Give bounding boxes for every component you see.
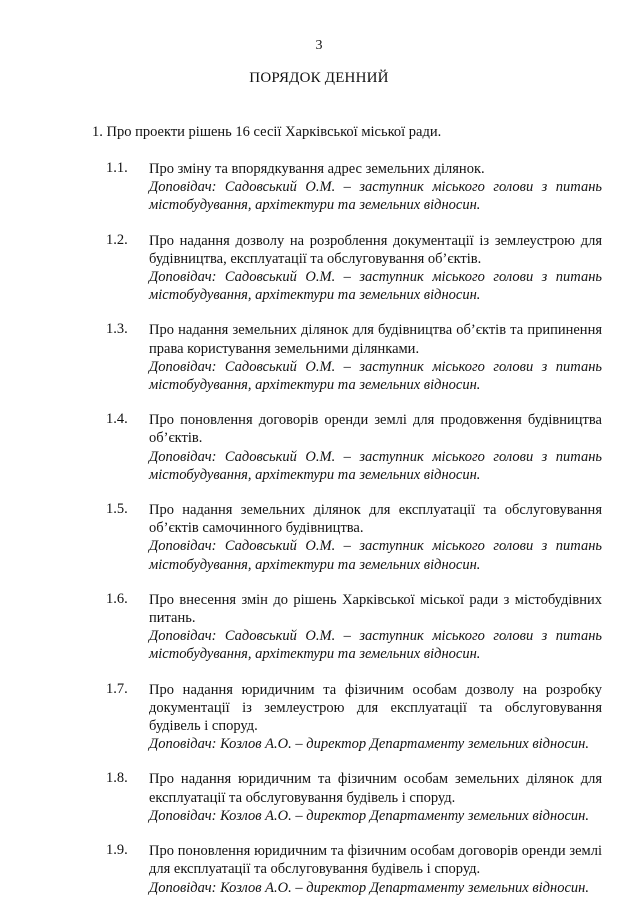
page-number: 3 [315,38,323,53]
agenda-item [0,501,638,574]
agenda-item-reporter: Доповідач: Садовський О.М. – заступник міського голови з питань містобудування, архітектури та земельних відносин. [149,628,602,663]
agenda-item-number: 1.1. [106,160,128,176]
agenda-item-number: 1.8. [106,770,128,787]
agenda-item [0,411,638,484]
agenda-item-text: Про поновлення договорів оренди землі для продовження будівництва об’єктів. [149,412,602,447]
agenda-item [0,681,638,754]
agenda-item-reporter: Доповідач: Козлов А.О. – директор Департаменту земельних відносин. [149,736,589,753]
agenda-item-text: Про надання дозволу на розроблення документації із землеустрою для будівництва, експлуатації та обслуговування об’єктів. [149,232,602,267]
agenda-item-reporter: Доповідач: Садовський О.М. – заступник міського голови з питань містобудування, архітектури та земельних відносин. [149,358,602,394]
agenda-item-text: Про надання юридичним та фізичним особам земельних ділянок для експлуатації та обслуговування будівель і споруд. [149,771,602,806]
agenda-item-reporter: Доповідач: Садовський О.М. – заступник міського голови з питань містобудування, архітектури та земельних відносин. [149,269,602,304]
agenda-item-text: Про надання земельних ділянок для будівництва об’єктів та припинення права користування земельними ділянками. [149,322,602,357]
agenda-item-text: Про поновлення юридичним та фізичним особам договорів оренди землі для експлуатації та обслуговування будівель і споруд. [149,843,602,878]
agenda-item-text: Про надання земельних ділянок для експлуатації та обслуговування об’єктів самочинного будівництва. [149,502,602,537]
agenda-item-number: 1.7. [106,680,128,697]
agenda-item-number: 1.6. [106,590,128,607]
agenda-item-number: 1.9. [106,842,128,859]
agenda-item-reporter: Доповідач: Садовський О.М. – заступник міського голови з питань містобудування, архітектури та земельних відносин. [149,538,602,573]
agenda-item-number: 1.5. [106,501,128,518]
agenda-item-number: 1.2. [106,231,128,248]
agenda-item [0,160,638,215]
agenda-item-number: 1.4. [106,411,128,428]
agenda-item-reporter: Доповідач: Козлов А.О. – директор Департаменту земельних відносин. [149,807,589,824]
agenda-item [0,232,638,305]
agenda-item [0,321,638,394]
agenda-item-text: Про внесення змін до рішень Харківської міської ради з містобудівних питань. [149,591,602,627]
agenda-item-reporter: Доповідач: Садовський О.М. – заступник міського голови з питань містобудування, архітектури та земельних відносин. [149,448,602,483]
agenda-item [0,842,638,897]
agenda-item [0,591,638,664]
agenda-item [0,770,638,825]
agenda-item-number: 1.3. [106,321,128,338]
page-title: ПОРЯДОК ДЕННИЙ [249,70,389,86]
agenda-item-reporter: Доповідач: Козлов А.О. – директор Департаменту земельних відносин. [149,879,589,896]
section-heading: 1. Про проекти рішень 16 сесії Харківської міської ради. [92,124,442,140]
agenda-item-text: Про зміну та впорядкування адрес земельних ділянок. [149,161,485,177]
agenda-list [0,160,638,914]
agenda-item-reporter: Доповідач: Садовський О.М. – заступник міського голови з питань містобудування, архітектури та земельних відносин. [149,179,602,214]
agenda-item-text: Про надання юридичним та фізичним особам дозволу на розробку документації із землеустрою для експлуатації та обслуговування будівель і споруд. [149,681,602,735]
